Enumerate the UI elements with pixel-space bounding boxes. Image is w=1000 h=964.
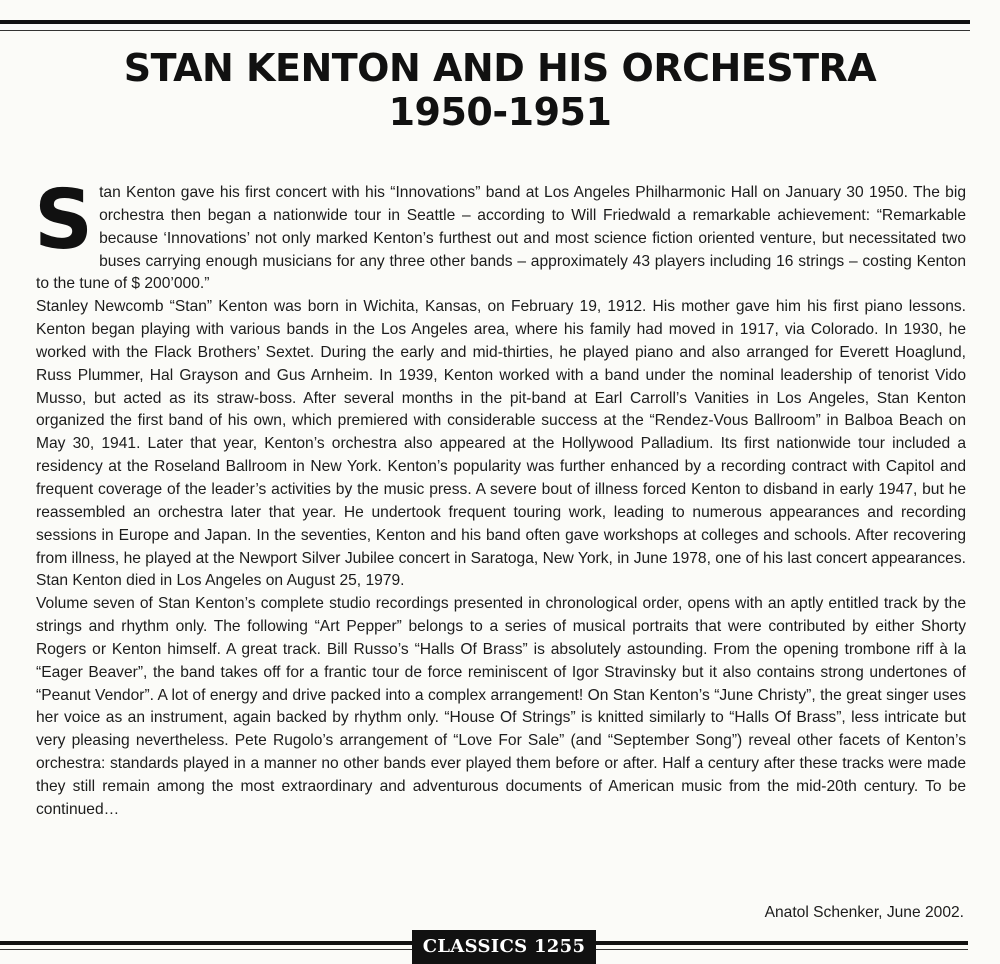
bottom-rule-left-thick [0,941,412,945]
paragraph-intro-text: tan Kenton gave his first concert with his “Innovations” band at Los Angeles Philharmonic Hall on January 30 1950. The big orchestra then began a nationwide tour in Seattle – according to Will Friedwald a remarkable achievement: “Remarkable because ‘Innovations’ not only marked Kenton’s furthest out and most science fiction oriented venture, but necessitated two buses carrying enough musicians for any three other bands – approximately 43 players including 16 strings – costing Kenton to the tune of $ 200’000.” [36,184,966,293]
bottom-rule-right-thick [596,941,968,945]
paragraph-intro [34,173,966,296]
paragraph-biography: Stanley Newcomb “Stan” Kenton was born in Wichita, Kansas, on February 19, 1912. His mother gave him his first piano lessons. Kenton began playing with various bands in the Los Angeles area, where his family had moved in 1917, via Colorado. In 1930, he worked with the Flack Brothers’ Sextet. During the early and mid-thirties, he played piano and also arranged for Everett Hoaglund, Russ Plummer, Hal Grayson and Gus Arnheim. In 1939, Kenton worked with a band under the nominal leadership of tenorist Vido Musso, but acted as its straw-boss. After several months in the pit-band at Earl Carroll’s Vanities in Los Angeles, Stan Kenton organized the first band of his own, which premiered with considerable success at the “Rendez-Vous Ballroom” in Balboa Beach on May 30, 1941. Later that year, Kenton’s orchestra also appeared at the Hollywood Palladium. Its first nationwide tour included a residency at the Roseland Ballroom in New York. Kenton’s popularity was further enhanced by a recording contract with Capitol and frequent coverage of the leader’s activities by the music press. A severe bout of illness forced Kenton to disband in early 1947, but he reassembled an orchestra later that year. He undertook frequent touring work, leading to numerous appearances and recording sessions in Europe and Japan. In the seventies, Kenton and his band often gave workshops at colleges and schools. After recovering from illness, he played at the Newport Silver Jubilee concert in Saratoga, New York, in June 1978, one of his last concert appearances. Stan Kenton died in Los Angeles on August 25, 1979. [36,298,966,590]
title-line-1: STAN KENTON AND HIS ORCHESTRA [123,46,877,90]
author-signature: Anatol Schenker, June 2002. [764,904,964,921]
drop-cap: S [34,173,94,268]
top-rule-thick [0,20,970,24]
bottom-rule-left-thin [0,949,412,950]
top-rule-thin [0,30,970,31]
bottom-rule-right-thin [596,949,968,950]
catalog-number-badge: CLASSICS 1255 [412,930,596,964]
page-title [0,46,1000,134]
title-line-2: 1950-1951 [388,90,612,134]
paragraph-review: Volume seven of Stan Kenton’s complete studio recordings presented in chronological order, opens with an aptly entitled track by the strings and rhythm only. The following “Art Pepper” belongs to a series of musical portraits that were contributed by either Shorty Rogers or Kenton himself. A great track. Bill Russo’s “Halls Of Brass” is absolutely astounding. From the opening trombone riff à la “Eager Beaver”, the band takes off for a frantic tour de force reminiscent of Igor Stravinsky but it also contains strong undertones of “Peanut Vendor”. A lot of energy and drive packed into a complex arrangement! On Stan Kenton’s “June Christy”, the great singer uses her voice as an instrument, again backed by rhythm only. “House Of Strings” is knitted similarly to “Halls Of Brass”, less intricate but very pleasing nevertheless. Pete Rugolo’s arrangement of “Love For Sale” (and “September Song”) reveal other facets of Kenton’s orchestra: standards played in a manner no other bands ever played them before or after. Half a century after these tracks were made they still remain among the most extraordinary and adventurous documents of American music from the mid-20th century. To be continued… [36,595,966,818]
article-body [34,173,966,822]
